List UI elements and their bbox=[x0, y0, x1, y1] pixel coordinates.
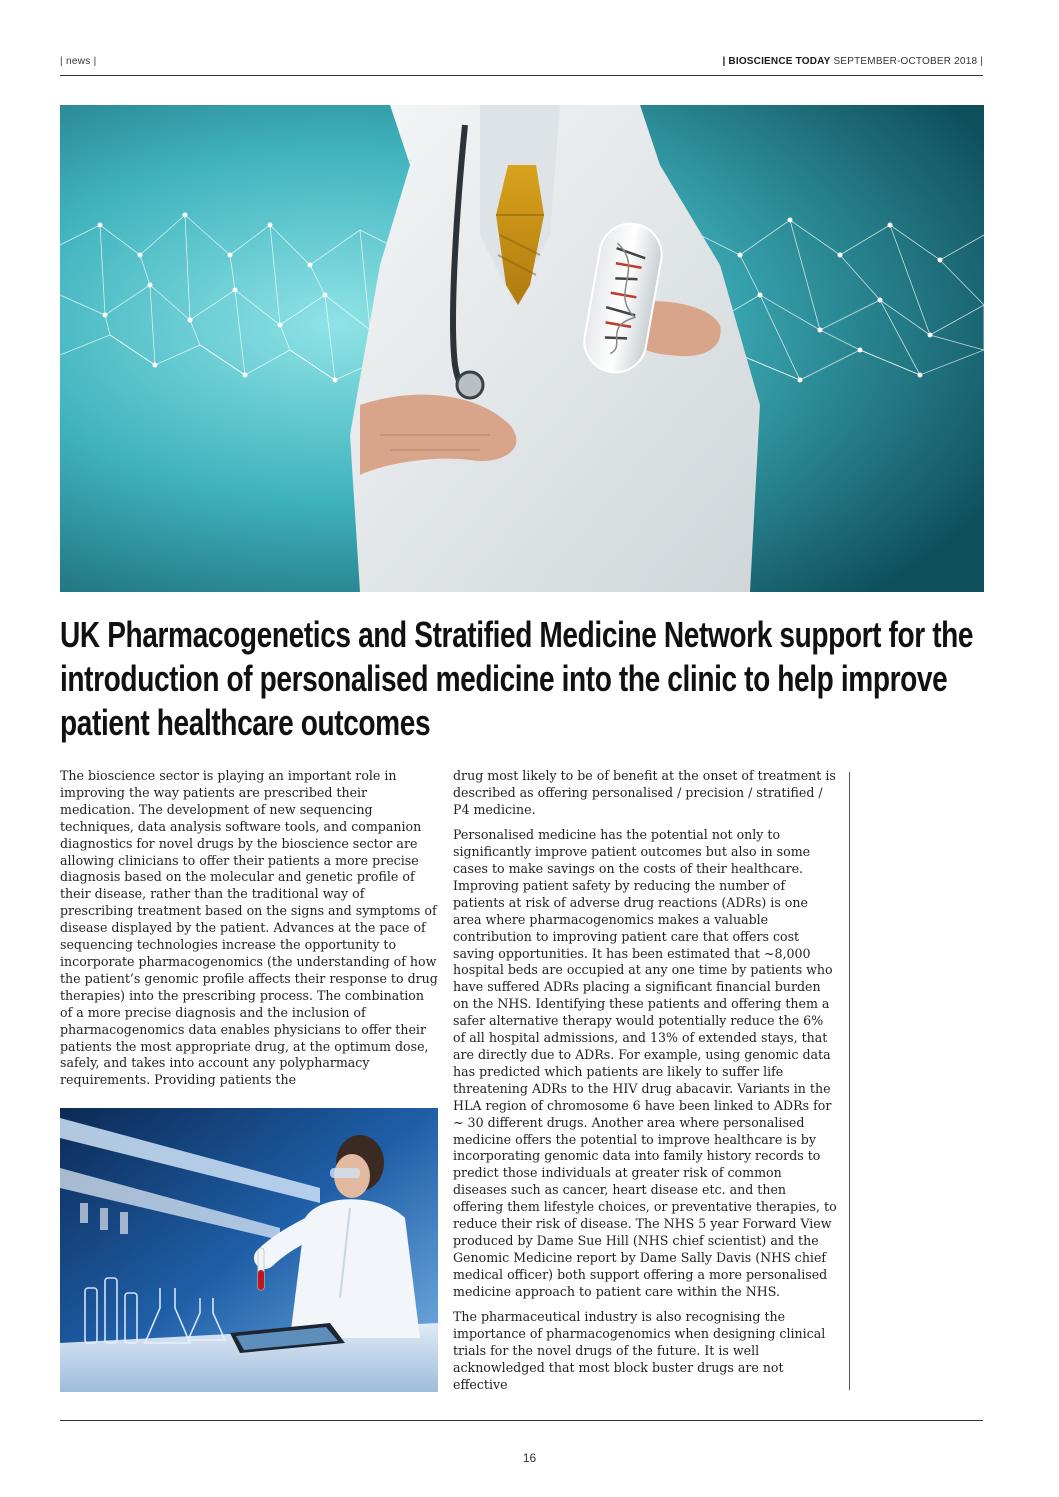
footer-divider bbox=[60, 1420, 983, 1421]
article-paragraph: The pharmaceutical industry is also recognising the importance of pharmacogenomics when designing clinical trials for the novel drugs of the future. It is well acknowledged that most block buster drugs are not effective bbox=[453, 1309, 826, 1392]
publication-header bbox=[722, 56, 983, 67]
article-column-2 bbox=[453, 768, 838, 1402]
hero-image bbox=[60, 105, 984, 592]
scientist-in-laboratory-image bbox=[60, 1108, 438, 1392]
issue-date: SEPTEMBER-OCTOBER 2018 | bbox=[833, 56, 983, 67]
column-divider bbox=[849, 772, 850, 1390]
article-paragraph: Personalised medicine has the potential not only to significantly improve patient outcomes but also in some cases to make savings on the costs of their healthcare. Improving patient safety by reducing the number of patients at risk of adverse drug reactions (ADRs) is one area where pharmacogenomics makes a valuable contribution to improving patient care that offers cost saving opportunities. It has been estimated that ~8,000 hospital beds are occupied at any one time by patients who have suffered ADRs placing a significant financial burden on the NHS. Identifying these patients and offering them a safer alternative therapy would potentially reduce the 6% of all hospital admissions, and 13% of extended stays, that are directly due to ADRs. For example, using genomic data has predicted which patients are likely to suffer life threatening ADRs to the HIV drug abacavir. Variants in the HLA region of chromosome 6 have been linked to ADRs for ~ 30 different drugs. Another area where personalised medicine offers the potential to improve healthcare is by incorporating genomic data into family history records to predict those individuals at greater risk of common diseases such as cancer, heart disease etc. and then offering them lifestyle choices, or preventative therapies, to reduce their risk of disease. The NHS 5 year Forward View produced by Dame Sue Hill (NHS chief scientist) and the Genomic Medicine report by Dame Sally Davis (NHS chief medical officer) both support offering a more personalised medicine approach to patient care within the NHS. bbox=[453, 827, 837, 1299]
publication-name: | BIOSCIENCE TODAY bbox=[722, 56, 831, 67]
lab-image bbox=[60, 1108, 438, 1392]
article-paragraph: The bioscience sector is playing an important role in improving the way patients are prescribed their medication. The development of new sequencing techniques, data analysis software tools, and companion diagnostics for novel drugs by the bioscience sector are allowing clinicians to offer their patients a more precise diagnosis based on the molecular and genetic profile of their disease, rather than the traditional way of prescribing treatment based on the signs and symptoms of disease displayed by the patient. Advances at the pace of sequencing technologies increase the opportunity to incorporate pharmacogenomics (the understanding of how the patient’s genomic profile affects their response to drug therapies) into the prescribing process. The combination of a more precise diagnosis and the inclusion of pharmacogenomics data enables physicians to offer their patients the most appropriate drug, at the optimum dose, safely, and takes into account any polypharmacy requirements. Providing patients the bbox=[60, 768, 438, 1088]
header-divider bbox=[60, 75, 983, 76]
doctor-holding-dna-capsule-image bbox=[60, 105, 984, 592]
page-number: 16 bbox=[522, 1451, 537, 1465]
article-column-1 bbox=[60, 768, 440, 1098]
article-headline: UK Pharmacogenetics and Stratified Medicine Network support for the introduction of personalised medicine into the clinic to help improve patient healthcare outcomes bbox=[60, 614, 974, 743]
section-label: | news | bbox=[60, 56, 97, 67]
article-paragraph: drug most likely to be of benefit at the onset of treatment is described as offering personalised / precision / stratified / P4 medicine. bbox=[453, 768, 836, 817]
